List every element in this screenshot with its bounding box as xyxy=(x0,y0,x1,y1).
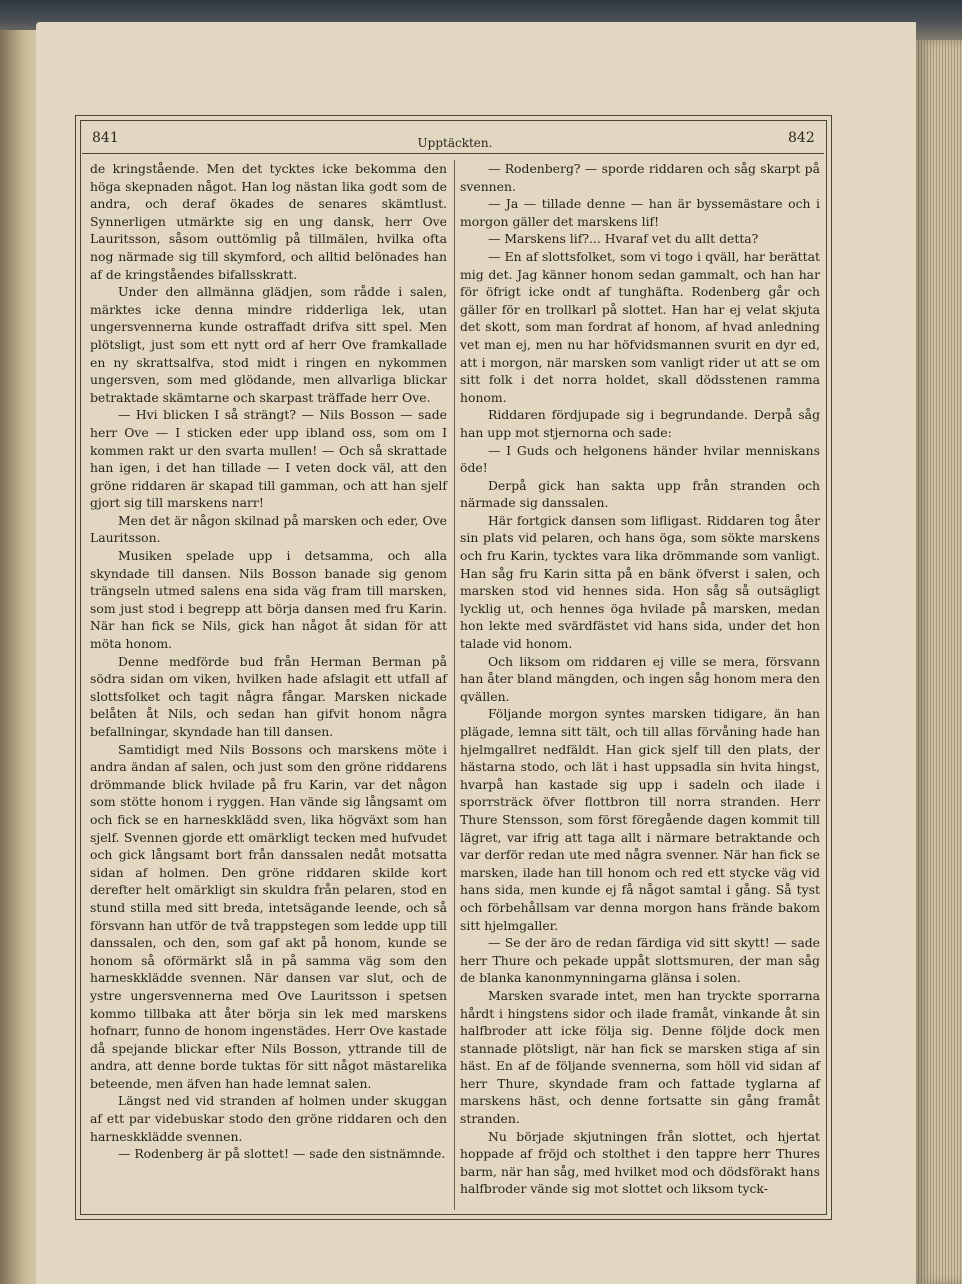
paragraph: Under den allmänna glädjen, som rådde i salen, märktes icke denna mindre ridderliga lek, utan ungersvennerna kunde ostraffadt drifva sitt spel. Men plötsligt, just som ett nytt ord af herr Ove framkallade en ny skrattsalfva, stod midt i ringen en nykommen ungersven, som med glödande, men allvarliga blickar betraktade skämtarne och skarpast träffade herr Ove. xyxy=(90,284,447,405)
paragraph: — Rodenberg är på slottet! — sade den sistnämnde. xyxy=(118,1146,446,1162)
paragraph: Här fortgick dansen som lifligast. Riddaren tog åter sin plats vid pelaren, och hans öga, som sökte marskens och fru Karin, tycktes vara lika drömmande som vanligt. Han såg fru Karin sitta på en bänk öfverst i salen, och marsken stod vid hennes sida. Hon såg så outsägligt lycklig ut, och hennes öga hvilade på marsken, medan hon lekte med svärdfästet vid hans sida, under det hon talade vid honom. xyxy=(460,512,820,652)
left-column xyxy=(90,160,447,1163)
paragraph: — I Guds och helgonens händer hvilar menniskans öde! xyxy=(460,442,820,476)
paragraph: — Hvi blicken I så strängt? — Nils Bosson — sade herr Ove — I sticken eder upp ibland oss, som om I kommen rakt ur den svarta mullen! — Och så skrattade han igen, i det han tillade — I veten dock väl, att den gröne riddaren är skapad till gamman, och att han sjelf gjort sig till marskens narr! xyxy=(90,407,447,511)
paragraph: Marsken svarade intet, men han tryckte sporrarna hårdt i hingstens sidor och ilade framåt, vinkande åt sin halfbroder att icke följa sig. Denne följde dock men stannade plötsligt, när han fick se marsken stiga af sin häst. En af de följande svennerna, som höll vid sidan af herr Thure, skyndade fram och fattade tyglarna af marskens häst, och denne fortsatte sin gång framåt stranden. xyxy=(460,987,820,1127)
paragraph: — Ja — tillade denne — han är byssemästare och i morgon gäller det marskens lif! xyxy=(460,196,820,229)
paragraph: Nu började skjutningen från slottet, och hjertat hoppade af fröjd och stolthet i den tappre herr Thures barm, när han såg, med hvilket mod och dödsförakt hans halfbroder vände sig mot slottet och liksom tyck- xyxy=(460,1128,820,1197)
paragraph: Riddaren fördjupade sig i begrundande. Derpå såg han upp mot stjernorna och sade: xyxy=(460,407,820,440)
column-divider xyxy=(454,160,455,1210)
paragraph: Men det är någon skilnad på marsken och eder, Ove Lauritsson. xyxy=(90,512,447,546)
left-page-number: 841 xyxy=(92,130,119,146)
paragraph: — Marskens lif?... Hvaraf vet du allt detta? xyxy=(488,231,759,247)
right-page-number: 842 xyxy=(788,130,815,146)
paragraph: Samtidigt med Nils Bossons och marskens möte i andra ändan af salen, och just som den gröne riddarens drömmande blick hvilade på fru Karin, var det någon som stötte honom i ryggen. Han vände sig långsamt om och fick se en harneskklädd sven, lika högväxt som han sjelf. Svennen gjorde ett omärkligt tecken med hufvudet och gick långsamt bort från danssalen nedåt motsatta sidan af holmen. Den gröne riddaren skilde kort derefter helt omärkligt sin skuldra från pelaren, stod en stund stilla med sitt breda, intetsägande leende, och så försvann han utför de två trappstegen som ledde upp till danssalen, och den, som gaf akt på honom, kunde se honom så oförmärkt slå in på samma väg som den harneskklädde svennen. När dansen var slut, och de ystre ungersvennerna med Ove Lauritsson i spetsen kommo tillbaka att åter börja sin lek med marskens hofnarr, funno de honom ingenstädes. Herr Ove kastade då spejande blickar efter Nils Bosson, yttrande till de andra, att denne borde tuktas för sitt något mästarelika beteende, men äfven han hade lemnat salen. xyxy=(90,741,447,1091)
paragraph: de kringstående. Men det tycktes icke bekomma den höga skepnaden något. Han log nästan lika godt som de andra, och deraf ökades de senares skämtlust. Synnerligen utmärkte sig en ung dansk, herr Ove Lauritsson, såsom outtömlig på tillmälen, hvilka ofta nog närmade sig till skymford, och alltid belönades han af de kringståendes bifallsskratt. xyxy=(90,161,447,282)
left-page-edge xyxy=(0,30,40,1284)
running-title: Upptäckten. xyxy=(417,136,493,150)
paragraph: — Se der äro de redan färdiga vid sitt skytt! — sade herr Thure och pekade uppåt slottsmuren, der man såg de blanka kanonmynningarna glänsa i solen. xyxy=(460,935,820,986)
paragraph: Derpå gick han sakta upp från stranden och närmade sig danssalen. xyxy=(460,477,820,511)
paragraph: Och liksom om riddaren ej ville se mera, försvann han åter bland mängden, och ingen såg honom mera den qvällen. xyxy=(460,653,820,704)
paragraph: — En af slottsfolket, som vi togo i qväll, har berättat mig det. Jag känner honom sedan gammalt, och han har för öfrigt icke ondt af tunghäfta. Rodenberg går och gäller för en trollkarl på slottet. Han har ej velat skjuta det skott, som man fordrat af honom, af hvad anledning vet man ej, men nu har höfvidsmannen svurit en dyr ed, att i morgon, när marsken som vanligt rider ut att se om sitt folk i det norra holdet, skall dödsstenen ramma honom. xyxy=(460,248,820,405)
header-rule xyxy=(82,153,824,154)
paragraph: Denne medförde bud från Herman Berman på södra sidan om viken, hvilken hade afslagit ett utfall af slottsfolket och tagit några fångar. Marsken nickade belåten åt Nils, och sedan han gifvit honom några befallningar, skyndade han till dansen. xyxy=(90,653,447,739)
paragraph: Följande morgon syntes marsken tidigare, än han plägade, lemna sitt tält, och till allas förvåning hade han hjelmgallret nedfäldt. Han gick sjelf till den plats, der hästarna stodo, och lät i hast uppsadla sin hvita hingst, hvarpå han kastade sig upp i sadeln och ilade i sporrsträck öfver flottbron till norra stranden. Herr Thure Stensson, som först föregående dagen kommit till lägret, var ifrig att taga allt i närmare betraktande och var derför redan ute med några svenner. När han fick se marsken, ilade han till honom och red ett stycke väg vid hans sida, men kunde ej få något samtal i gång. Så tyst och förbehållsam var denna morgon hans frände bakom sitt hjelmgaller. xyxy=(460,706,820,933)
right-column xyxy=(460,160,820,1198)
page-stack-edge xyxy=(916,40,962,1284)
paragraph: — Rodenberg? — sporde riddaren och såg skarpt på svennen. xyxy=(460,161,820,194)
paragraph: Musiken spelade upp i detsamma, och alla skyndade till dansen. Nils Bosson banade sig genom trängseln utmed salens ena sida väg fram till marsken, som just stod i begrepp att börja dansen med fru Karin. När han fick se Nils, gick han något åt sidan för att möta honom. xyxy=(90,548,447,652)
paragraph: Längst ned vid stranden af holmen under skuggan af ett par videbuskar stodo den gröne riddaren och den harneskklädde svennen. xyxy=(90,1093,447,1144)
